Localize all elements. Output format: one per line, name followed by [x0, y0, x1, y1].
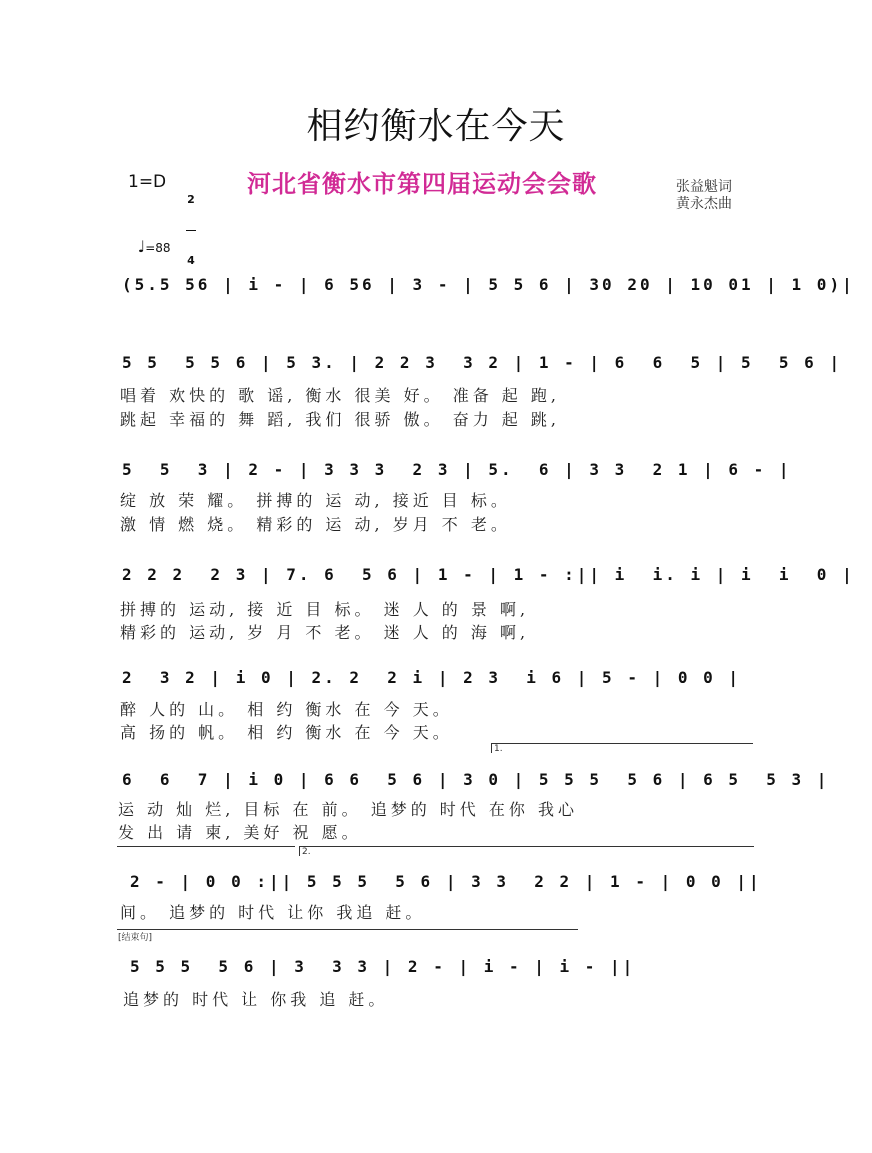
score-row-1: (5.5 56 | i - | 6 56 | 3 - | 5 5 6 | 30 20 | 10 01 | 1 0)|: [122, 275, 855, 294]
ending-bracket: [117, 929, 578, 930]
volta-1-label: 1.: [494, 744, 503, 754]
lyrics-row-6-verse-2: 发 出 请 柬, 美好 祝 愿。: [118, 823, 362, 842]
key-signature: 1=D: [128, 172, 167, 192]
lyrics-row-2-verse-1: 唱着 欢快的 歌 谣, 衡水 很美 好。 准备 起 跑,: [120, 386, 560, 405]
tempo-value: =88: [145, 241, 171, 255]
time-signature-bar: [186, 230, 196, 231]
volta-2-tick: [299, 846, 300, 856]
score-row-6: 6 6 7 | i 0 | 6 6 5 6 | 3 0 | 5 5 5 5 6 | 6 5 5 3 |: [122, 770, 830, 789]
score-row-4: 2 2 2 2 3 | 7. 6 5 6 | 1 - | 1 - :|| i i. i | i i 0 |: [122, 565, 855, 584]
lyrics-row-5-verse-2: 高 扬的 帆。 相 约 衡水 在 今 天。: [120, 723, 453, 742]
lyrics-row-6-verse-1: 运 动 灿 烂, 目标 在 前。 追梦的 时代 在你 我心: [118, 800, 578, 819]
ending-label: [结束句]: [118, 933, 153, 943]
volta-1-bracket: [491, 743, 753, 744]
volta-2-label: 2.: [302, 847, 311, 857]
quarter-note-icon: ♩: [137, 237, 146, 256]
lyrics-row-5-verse-1: 醉 人的 山。 相 约 衡水 在 今 天。: [120, 700, 453, 719]
composer-credit: 黄永杰曲: [676, 196, 732, 212]
volta-2-bracket: [299, 846, 754, 847]
score-row-2: 5 5 5 5 6 | 5 3. | 2 2 3 3 2 | 1 - | 6 6 5 | 5 5 6 |: [122, 353, 843, 372]
lyrics-row-3-verse-1: 绽 放 荣 耀。 拼搏的 运 动, 接近 目 标。: [120, 491, 511, 510]
song-title: 相约衡水在今天: [306, 106, 566, 147]
score-row-5: 2 3 2 | i 0 | 2. 2 2 i | 2 3 i 6 | 5 - | 0 0 |: [122, 668, 742, 687]
lyrics-row-4-verse-1: 拼搏的 运动, 接 近 目 标。 迷 人 的 景 啊,: [120, 600, 530, 619]
lyricist-credit: 张益魁词: [676, 179, 732, 195]
score-row-3: 5 5 3 | 2 - | 3 3 3 2 3 | 5. 6 | 3 3 2 1 | 6 - |: [122, 460, 792, 479]
lyrics-row-3-verse-2: 激 情 燃 烧。 精彩的 运 动, 岁月 不 老。: [120, 515, 511, 534]
lyrics-row-7-verse-1: 间。 追梦的 时代 让你 我追 赶。: [120, 903, 426, 922]
time-signature-bottom: 4: [187, 254, 195, 267]
time-signature: [186, 170, 196, 279]
lyrics-row-4-verse-2: 精彩的 运动, 岁 月 不 老。 迷 人 的 海 啊,: [120, 623, 530, 642]
tempo-marking: [130, 223, 171, 256]
time-signature-top: 2: [187, 193, 195, 206]
lyrics-row-2-verse-2: 跳起 幸福的 舞 蹈, 我们 很骄 傲。 奋力 起 跳,: [120, 410, 560, 429]
song-subtitle: 河北省衡水市第四届运动会会歌: [247, 169, 597, 198]
score-row-7: 2 - | 0 0 :|| 5 5 5 5 6 | 3 3 2 2 | 1 - | 0 0 ||: [130, 872, 762, 891]
volta-1-continuation: [117, 846, 295, 847]
volta-1-tick: [491, 743, 492, 753]
lyrics-row-8-verse-1: 追梦的 时代 让 你我 追 赶。: [123, 990, 389, 1009]
score-row-8: 5 5 5 5 6 | 3 3 3 | 2 - | i - | i - ||: [130, 957, 636, 976]
